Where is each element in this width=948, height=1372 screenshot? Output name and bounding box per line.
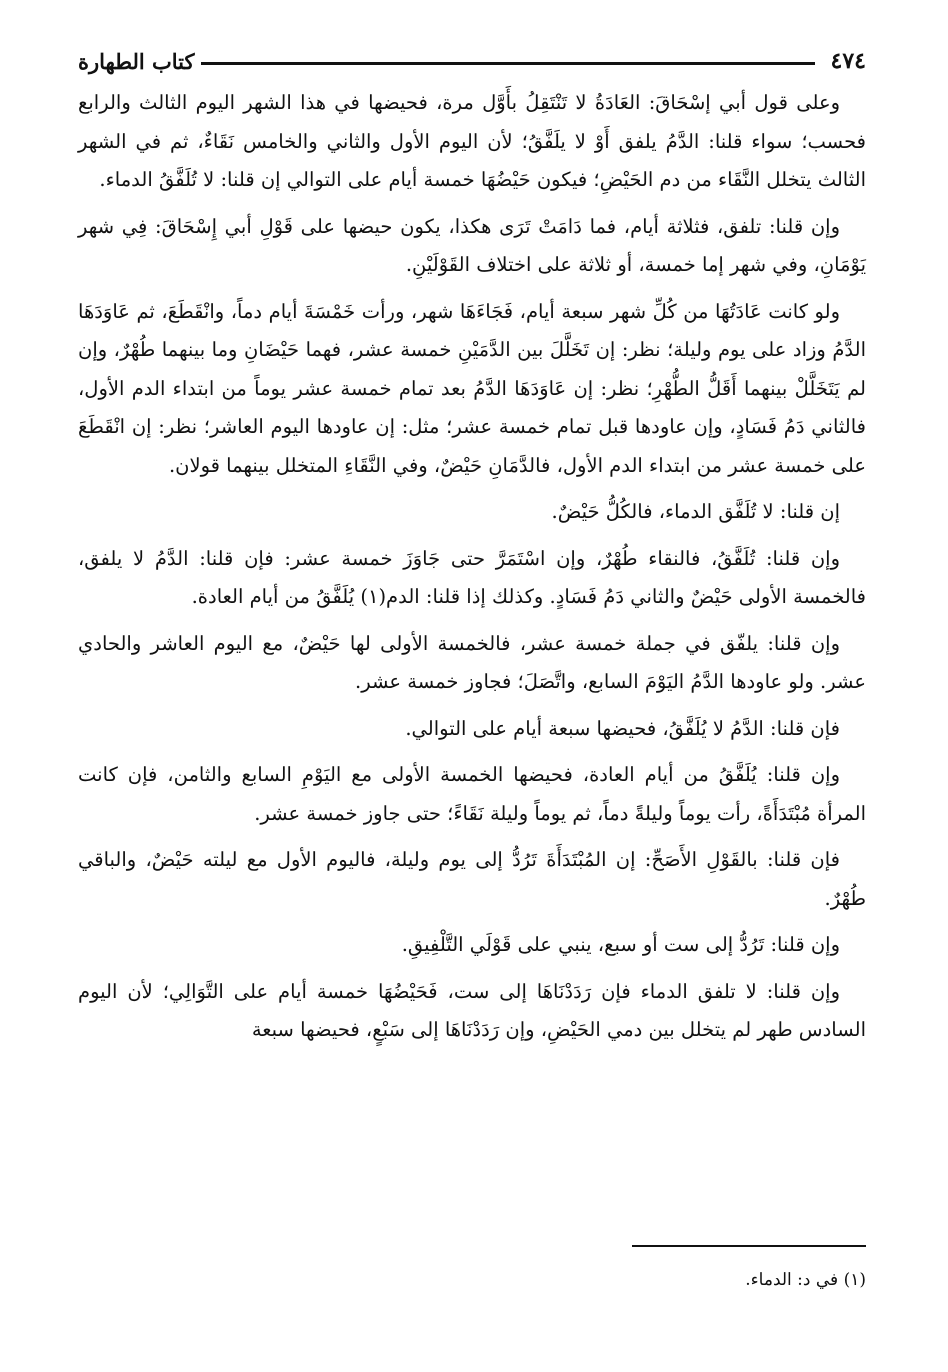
paragraph: إن قلنا: لا تُلَفَّق الدماء، فالكُلُّ حَيْضٌ.: [551, 500, 840, 523]
paragraph: فإن قلنا: بالقَوْلِ الأَصَحِّ: إن المُبْتَدَأَةَ تَرُدُّ إلى يوم وليلة، فاليوم الأول مع ليلته حَيْضٌ، والباقي طُهْرٌ.: [78, 848, 866, 910]
main-text: [78, 84, 866, 1058]
paragraph: وإن قلنا: تَرُدُّ إلى ست أو سبع، ينبي على قَوْلَي التَّلْفِيقِ.: [401, 933, 840, 956]
header-rule: [201, 62, 815, 65]
footnote: (١) في د: الدماء.: [745, 1270, 866, 1290]
paragraph: ولو كانت عَادَتُهَا من كُلِّ شهر سبعة أيام، فَجَاءَهَا شهر، ورأت خَمْسَةَ أيام دماً، وانْقَطَعَ، ثم عَاوَدَهَا الدَّمُ وزاد على يوم وليلة؛ نظر: إن تَخَلَّلَ بين الدَّمَيْنِ خمسة عشر، فهما حَيْضَانِ وما بينهما طُهْرٌ، وإن لم يَتَخَلَّلْ بينهما أَقَلُّ الطُّهْرِ؛ نظر: إن عَاوَدَهَا الدَّمُ بعد تمام خمسة عشر يوماً من ابتداء الدم الأول، فالثاني دَمُ فَسَادٍ، وإن عاودها قبل تمام خمسة عشر؛ مثل: إن عاودها اليوم العاشر؛ نظر: إن انْقَطَعَ على خمسة عشر من ابتداء الدم الأول، فالدَّمَانِ حَيْضٌ، وفي النَّقَاءِ المتخلل بينهما قولان.: [78, 299, 866, 477]
paragraph: وإن قلنا: يلفّق في جملة خمسة عشر، فالخمسة الأولى لها حَيْضٌ، مع اليوم العاشر والحادي عشر. ولو عاودها الدَّمُ اليَوْمَ السابع، واتَّصَلَ؛ فجاوز خمسة عشر.: [78, 631, 866, 693]
page-number: ٤٧٤: [830, 48, 866, 74]
paragraph: فإن قلنا: الدَّمُ لا يُلَفَّقُ، فحيضها سبعة أيام على التوالي.: [405, 716, 840, 740]
footnote-separator: [632, 1245, 866, 1247]
running-header: [78, 44, 866, 78]
book-title: كتاب الطهارة: [78, 48, 195, 74]
paragraph: وإن قلنا: تلفق، فثلاثة أيام، فما دَامَتْ تَرَى هكذا، يكون حيضها على قَوْلِ أبي إِسْحَاقَ: فِي شهر يَوْمَانِ، وفي شهر إما خمسة، أو ثلاثة على اختلاف القَوْلَيْنِ.: [78, 214, 866, 276]
paragraph: وإن قلنا: تُلَفَّقُ، فالنقاء طُهْرٌ، وإن اسْتَمَرَّ حتى جَاوَزَ خمسة عشر: فإن قلنا: الدَّمُ لا يلفق، فالخمسة الأولى حَيْضٌ والثاني دَمُ فَسَادٍ. وكذلك إذا قلنا: الدم(١) يُلَفَّقُ من أيام العادة.: [78, 546, 866, 608]
paragraph: وإن قلنا: يُلَفَّقُ من أيام العادة، فحيضها الخمسة الأولى مع اليَوْمِ السابع والثامن، فإن كانت المرأة مُبْتَدَأَةً، رأت يوماً وليلةً دماً، ثم يوماً وليلة نَقَاءً؛ حتى جاوز خمسة عشر.: [78, 763, 866, 825]
paragraph: وإن قلنا: لا تلفق الدماء فإن رَدَدْنَاهَا إلى ست، فَحَيْضُهَا خمسة أيام على التَّوَالِي؛ لأن اليوم السادس طهر لم يتخلل بين دمي الحَيْضِ، وإن رَدَدْنَاهَا إلى سَبْعٍ، فحيضها سبعة: [78, 979, 866, 1041]
paragraph: وعلى قول أبي إسْحَاقَ: العَادَةُ لا تَنْتَقِلُ بأَوَّل مرة، فحيضها في هذا الشهر اليوم الثالث والرابع فحسب؛ سواء قلنا: الدَّمُ يلفق أَوْ لا يلَفَّقُ؛ لأن اليوم الأول والثاني والخامس نَقَاءٌ، ثم في الشهر الثالث يتخلل النَّقَاء من دم الحَيْضِ؛ فيكون حَيْضُهَا خمسة أيام على التوالي إن قلنا: لا تُلَفَّقُ الدماء.: [78, 91, 866, 191]
